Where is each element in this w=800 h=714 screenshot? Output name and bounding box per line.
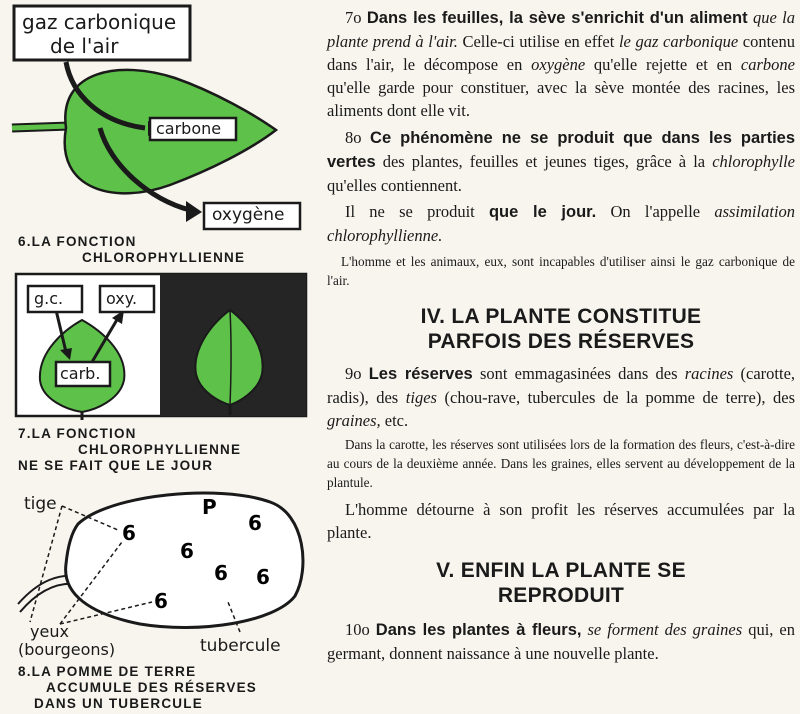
paragraph-9: 9o Les réserves sont emmagasinées dans des racines (carotte, radis), des tiges (chou-rave, tubercules de la pomme de terre), des graines, etc. xyxy=(327,364,796,430)
air-label-line-2: de l'air xyxy=(50,34,119,58)
paragraph-8b: Il ne se produit que le jour. On l'appelle assimilation chlorophyllienne. xyxy=(327,202,796,245)
figure-6-caption xyxy=(18,234,245,266)
paragraph-8: 8o Ce phénomène ne se produit que dans les parties vertes des plantes, feuilles et jeunes tiges, grâce à la chlorophylle qu'elles contiennent. xyxy=(327,128,796,195)
svg-text:6: 6 xyxy=(180,539,194,563)
bold-phrase: Les réserves xyxy=(368,365,473,383)
caption-line: CHLOROPHYLLIENNE xyxy=(82,250,246,265)
air-label-line-1: gaz carbonique xyxy=(22,10,177,34)
paragraph-7: 7o Dans les feuilles, la sève s'enrichit d'un aliment que la plante prend à l'air. Celle-ci utilise en effet le gaz carbonique contenu dans l'air, le décompose en oxygène qu'elle rejette et en carbone qu'elle garde pour constituer, avec la sève montée des racines, les aliments dont elle vit. xyxy=(327,8,796,120)
carb-label: carb. xyxy=(60,364,101,383)
svg-text:6: 6 xyxy=(122,521,136,545)
bourgeons-label: (bourgeons) xyxy=(18,640,116,659)
note-2: Dans la carotte, les réserves sont utilisées lors de la formation des fleurs, c'est-à-dire au cours de la deuxième année. Dans les graines, elles servent au développement de la plantule. xyxy=(327,437,795,490)
svg-text:6: 6 xyxy=(154,589,168,613)
paragraph-number: 10o xyxy=(345,620,370,639)
paragraph-9b: L'homme détourne à son profit les réserves accumulées par la plante. xyxy=(327,500,795,542)
caption-line: NE SE FAIT QUE LE JOUR xyxy=(18,458,214,473)
figures-column xyxy=(0,0,318,714)
carbon-label: carbone xyxy=(156,119,222,138)
caption-line: LA FONCTION xyxy=(31,426,137,441)
tige-label: tige xyxy=(24,494,57,514)
gc-label: g.c. xyxy=(34,289,64,308)
svg-text:6: 6 xyxy=(256,565,270,589)
bold-phrase: Dans les feuilles, la sève s'enrichit d'un aliment xyxy=(366,9,748,27)
paragraph-number: 9o xyxy=(345,364,362,383)
caption-line: LA FONCTION xyxy=(31,234,137,249)
paragraph-number: 7o xyxy=(345,8,362,27)
bold-phrase: Dans les plantes à fleurs, xyxy=(375,621,582,639)
caption-line: LA POMME DE TERRE xyxy=(31,664,197,679)
svg-text:6: 6 xyxy=(214,561,228,585)
caption-number: 7. xyxy=(18,426,32,441)
heading-section-5 xyxy=(327,558,795,608)
svg-text:P: P xyxy=(202,495,217,519)
caption-line: CHLOROPHYLLIENNE xyxy=(78,442,242,457)
oxy-label: oxy. xyxy=(106,289,138,308)
caption-number: 6. xyxy=(18,234,32,249)
oxygen-label: oxygène xyxy=(212,205,285,225)
note-1: L'homme et les animaux, eux, sont incapables d'utiliser ainsi le gaz carbonique de l'air. xyxy=(327,254,795,288)
caption-line: DANS UN TUBERCULE xyxy=(34,696,203,711)
figure-7-caption xyxy=(18,426,241,474)
caption-line: ACCUMULE DES RÉSERVES xyxy=(46,680,257,695)
yeux-label: yeux xyxy=(30,622,69,641)
paragraph-10: 10o Dans les plantes à fleurs, se forment des graines qui, en germant, donnent naissance à une nouvelle plante. xyxy=(327,620,795,663)
heading-line: IV. LA PLANTE CONSTITUE xyxy=(420,305,702,328)
heading-line: PARFOIS DES RÉSERVES xyxy=(427,330,695,353)
svg-text:6: 6 xyxy=(248,511,262,535)
caption-number: 8. xyxy=(18,664,32,679)
tubercule-label: tubercule xyxy=(200,636,281,656)
bold-phrase: Ce phénomène ne se produit que dans les parties vertes xyxy=(327,129,796,171)
figure-8-caption xyxy=(18,664,257,712)
paragraph-number: 8o xyxy=(345,128,362,147)
heading-line: V. ENFIN LA PLANTE SE xyxy=(436,559,686,582)
heading-line: REPRODUIT xyxy=(497,584,625,607)
text-column xyxy=(327,6,795,665)
heading-section-4 xyxy=(327,304,795,354)
